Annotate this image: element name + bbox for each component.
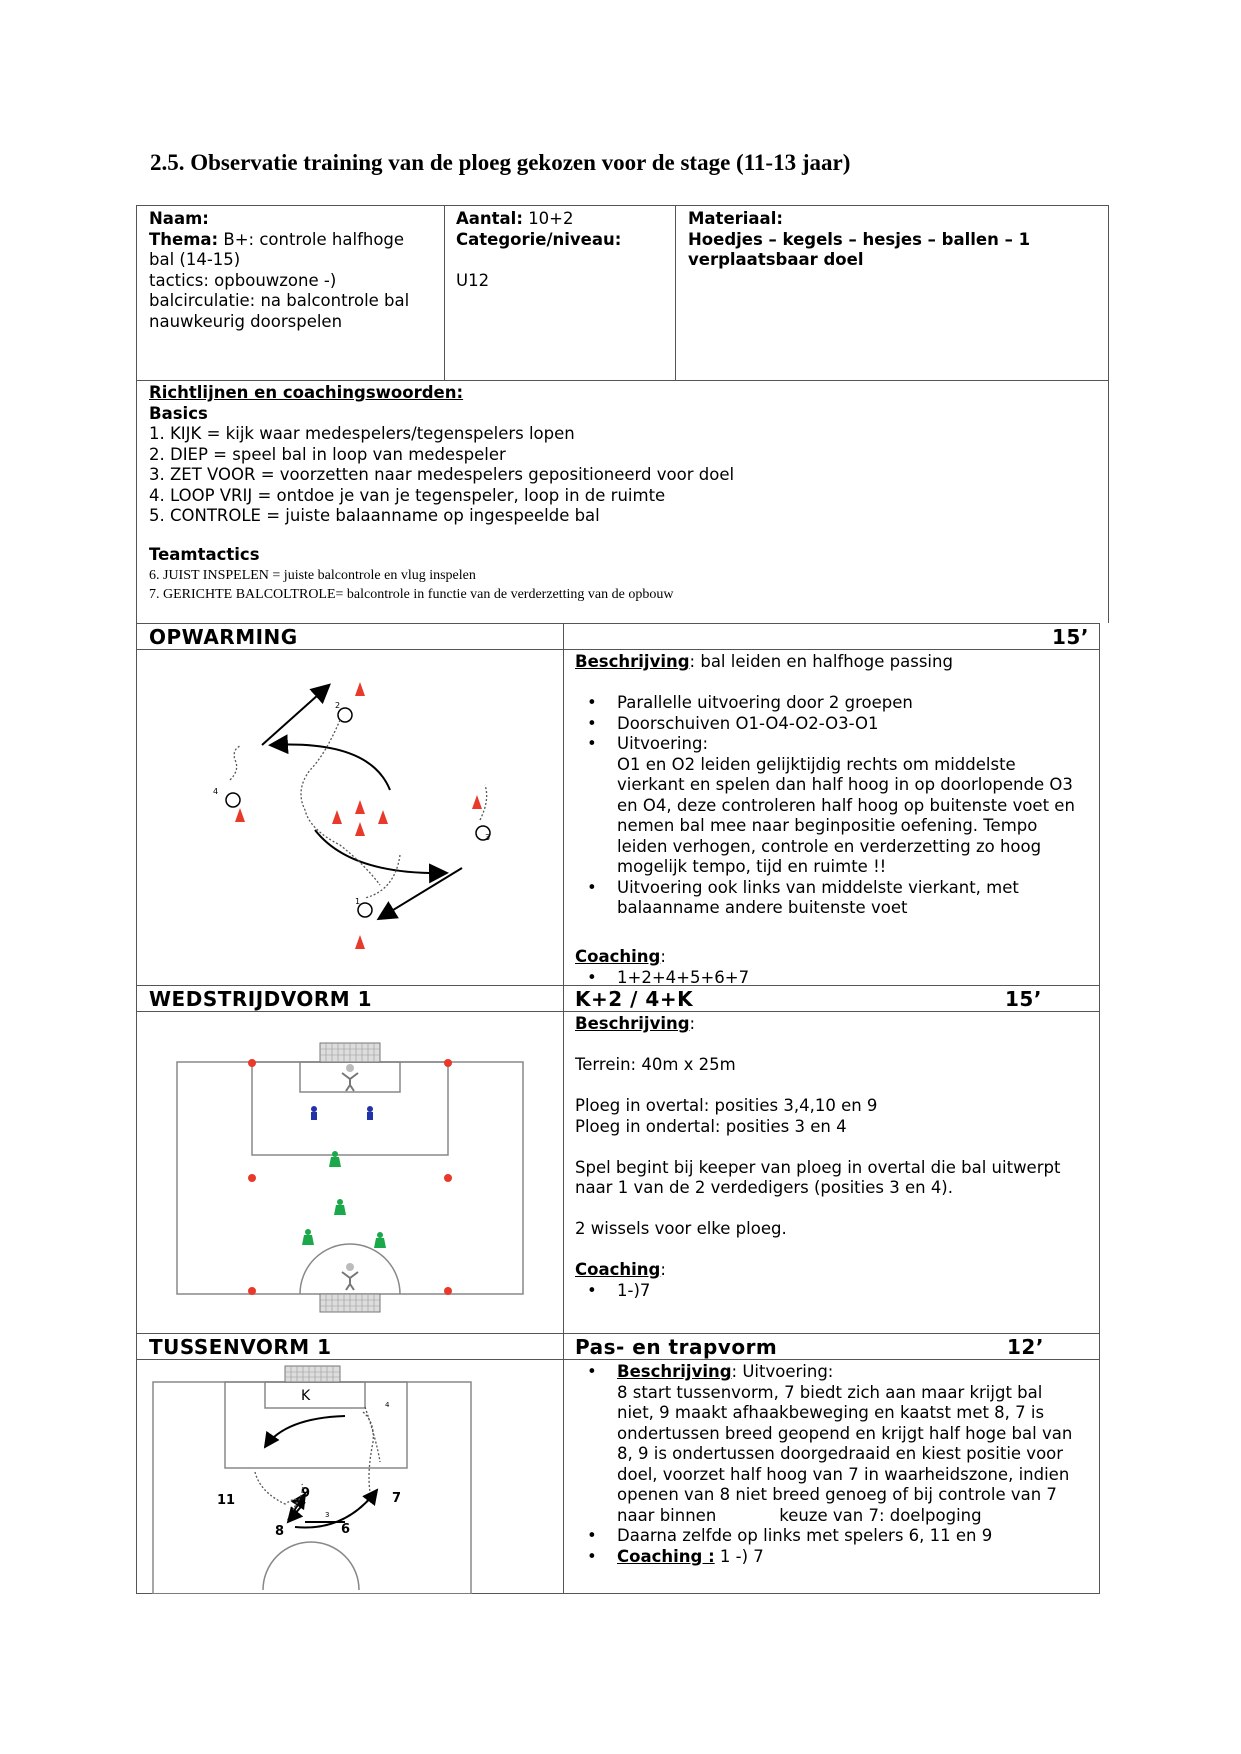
divider (136, 1333, 1100, 1334)
beschrijving-label: Beschrijving (617, 1362, 732, 1381)
bullet-text: balaanname andere buitenste voet (617, 898, 908, 917)
description-line: doel, voorzet half hoog van 7 in waarheidszone, indien (617, 1464, 1070, 1484)
player-label: 11 (217, 1493, 236, 1508)
penalty-box (225, 1382, 407, 1468)
diagram-label: 3 (485, 833, 491, 842)
basics-label: Basics (149, 403, 208, 423)
section-time: 15’ (1005, 987, 1042, 1011)
keeper-label: K (301, 1388, 311, 1404)
movement-lines (255, 1407, 380, 1510)
player-label: 6 (341, 1522, 351, 1537)
categorie-value: U12 (456, 270, 490, 290)
materiaal-line: Hoedjes – kegels – hesjes – ballen – 1 (688, 229, 1031, 249)
basics-item: 2. DIEP = speel bal in loop van medespeler (149, 444, 506, 464)
diagram-label: 4 (385, 1401, 390, 1409)
list-item (575, 1526, 1095, 1547)
thema-line: B+: controle halfhoge (223, 229, 405, 249)
section-subtitle: K+2 / 4+K (575, 987, 694, 1011)
list-item (575, 878, 1095, 919)
section-subtitle: Pas- en trapvorm (575, 1335, 778, 1359)
pass-arrows (262, 686, 462, 918)
list-item (575, 1362, 1095, 1526)
bullet-text: Daarna zelfde op links met spelers 6, 11 en 9 (617, 1526, 993, 1545)
basics-item: 1. KIJK = kijk waar medespelers/tegenspelers lopen (149, 424, 575, 443)
guidelines-heading: Richtlijnen en coachingswoorden: (149, 383, 464, 402)
opwarming-description: Beschrijving: bal leiden en halfhoge passing • Parallelle uitvoering door 2 groepen • Doorschuiven O1-O4-O2-O3-O1 • Uitvoering: O1 en O2 leiden gelijktijdig rechts om middelste vierkant en spelen dan half hoog in op doorlopende O3 en O4, deze controleren half hoog op buitenste voet en nemen bal mee naar beginpositie oefening. Tempo leiden verhogen, controle en verderzetting zo hoog mogelijk tempo, tijd en ruimte !! • Uitvoering ook links van middelste vierkant, met balaanname andere buitenste voet Coaching: • 1+2+4+5+6+7 (575, 652, 1095, 988)
coaching-item: 1+2+4+5+6+7 (617, 967, 750, 987)
list-item (575, 693, 1095, 714)
diagram-label: 1 (291, 1511, 296, 1519)
diagram-label: 3 (325, 1511, 330, 1519)
basics-item: 5. CONTROLE = juiste balaanname op ingespeelde bal (149, 506, 600, 525)
basics-item: 4. LOOP VRIJ = ontdoe je van je tegenspeler, loop in de ruimte (149, 485, 666, 505)
basics-item: 3. ZET VOOR = voorzetten naar medespelers gepositioneerd voor doel (149, 465, 735, 484)
description-line: ondertussen breed geopend en krijgt half hoge bal van (617, 1423, 1073, 1443)
thema-line: balcirculatie: na balcontrole bal (149, 291, 410, 310)
teamtactics-item: 6. JUIST INSPELEN = juiste balcontrole en vlug inspelen (149, 567, 476, 583)
materiaal-line: verplaatsbaar doel (688, 250, 864, 269)
bullet-text: • Uitvoering ook links van middelste vierkant, met (617, 877, 1019, 897)
aantal-label: Aantal: (456, 209, 523, 228)
wedstrijdvorm-description: Beschrijving: Terrein: 40m x 25m Ploeg in overtal: posities 3,4,10 en 9 Ploeg in ondertal: posities 3 en 4 Spel begint bij keeper van ploeg in overtal die bal uitwerpt naar 1 van de 2 verdedigers (posities 3 en 4). 2 wissels voor elke ploeg. Coaching: • 1-)7 (575, 1014, 1095, 1301)
list-item (575, 968, 1095, 989)
bullet-text: mogelijk tempo, tijd en ruimte !! (617, 857, 887, 876)
bullet-text: en O4, deze controleren half hoog op buitenste voet en (617, 795, 1075, 815)
divider (136, 1359, 1100, 1360)
teamtactics-label: Teamtactics (149, 545, 260, 564)
player-label: 8 (275, 1524, 285, 1539)
teamtactics-item: 7. GERICHTE BALCOLTROLE= balcontrole in functie van de verderzetting van de opbouw (149, 586, 674, 602)
coaching-label: Coaching : (617, 1546, 715, 1566)
section-time: 15’ (1052, 625, 1089, 649)
description-line: Ploeg in overtal: posities 3,4,10 en 9 (575, 1096, 878, 1115)
list-item (575, 714, 1095, 735)
divider (136, 1011, 1100, 1012)
divider (563, 623, 564, 1594)
beschrijving-label: Beschrijving (575, 652, 690, 671)
guidelines-content (149, 383, 1099, 604)
pitch-outline (177, 1062, 523, 1294)
bullet-text: nemen bal mee naar beginpositie oefening. Tempo (617, 816, 1038, 835)
thema-line: bal (14-15) (149, 250, 241, 269)
description-line: 2 wissels voor elke ploeg. (575, 1219, 787, 1238)
bullet-text: vierkant en spelen dan half hoog in op doorlopende O3 (617, 775, 1073, 794)
beschrijving-text: : bal leiden en halfhoge passing (689, 652, 953, 671)
description-line: Ploeg in ondertal: posities 3 en 4 (575, 1116, 847, 1136)
materiaal-label: Materiaal: (688, 209, 783, 228)
section-title: TUSSENVORM 1 (149, 1335, 332, 1359)
page-title: 2.5. Observatie training van de ploeg gekozen voor de stage (11-13 jaar) (150, 150, 851, 175)
tussenvorm-description (575, 1362, 1095, 1567)
bullet-text: O1 en O2 leiden gelijktijdig rechts om middelste (617, 754, 1016, 774)
bullet-text: leiden verhogen, controle en verderzetting zo hoog (617, 836, 1042, 856)
divider (444, 205, 445, 380)
bullet-text: Parallelle uitvoering door 2 groepen (617, 693, 913, 712)
diagram-label: 1 (355, 897, 361, 906)
categorie-label: Categorie/niveau: (456, 229, 622, 249)
list-item (575, 1547, 1095, 1568)
coaching-label: Coaching (575, 947, 661, 966)
pitch-outline (153, 1382, 471, 1594)
coaching-label: Coaching (575, 1260, 661, 1279)
center-arc (263, 1542, 359, 1590)
player-label: 9 (301, 1486, 311, 1501)
aantal-value: 10+2 (528, 209, 574, 228)
description-line: 8 start tussenvorm, 7 biedt zich aan maar krijgt bal (617, 1382, 1043, 1402)
description-line: 8, 9 is ondertussen doorgedraaid en kiest positie voor (617, 1444, 1064, 1463)
description-line: openen van 8 niet breed genoeg of bij controle van 7 (617, 1485, 1057, 1504)
description-line: naar binnen keuze van 7: doelpoging (617, 1505, 982, 1525)
section-title: WEDSTRIJDVORM 1 (149, 987, 373, 1011)
thema-line: tactics: opbouwzone -) (149, 270, 337, 290)
divider (136, 649, 1100, 650)
goal-box (265, 1382, 365, 1408)
description-line: Terrein: 40m x 25m (575, 1055, 736, 1074)
beschrijving-label: Beschrijving (575, 1014, 690, 1033)
opwarming-diagram (200, 670, 520, 970)
coaching-item: 1-)7 (617, 1280, 651, 1300)
bullet-text: • Uitvoering: (617, 734, 708, 753)
divider (675, 205, 676, 380)
thema-line: nauwkeurig doorspelen (149, 311, 343, 331)
diagram-label: 4 (213, 787, 219, 796)
diagram-label: 2 (335, 701, 341, 710)
list-item (575, 734, 1095, 878)
info-aantal (456, 209, 671, 291)
tussenvorm-diagram (145, 1362, 480, 1594)
description-line: Spel begint bij keeper van ploeg in overtal die bal uitwerpt (575, 1157, 1061, 1177)
goal-net (285, 1366, 340, 1382)
naam-label: Naam: (149, 209, 209, 228)
coaching-value: 1 -) 7 (714, 1546, 764, 1566)
info-materiaal (688, 209, 1103, 271)
player-label: 7 (392, 1491, 402, 1506)
wedstrijdvorm-diagram (170, 1035, 535, 1315)
bullet-text: Doorschuiven O1-O4-O2-O3-O1 (617, 713, 879, 733)
pass-arrows (265, 1416, 377, 1528)
info-naam-thema (149, 209, 439, 332)
section-title: OPWARMING (149, 625, 298, 649)
list-item (575, 1281, 1095, 1302)
beschrijving-text: : Uitvoering: (731, 1362, 834, 1381)
description-line: niet, 9 maakt afhaakbeweging en kaatst met 8, 7 is (617, 1403, 1045, 1422)
description-line: naar 1 van de 2 verdedigers (posities 3 en 4). (575, 1178, 953, 1197)
thema-label: Thema: (149, 229, 219, 249)
section-time: 12’ (1007, 1335, 1044, 1359)
